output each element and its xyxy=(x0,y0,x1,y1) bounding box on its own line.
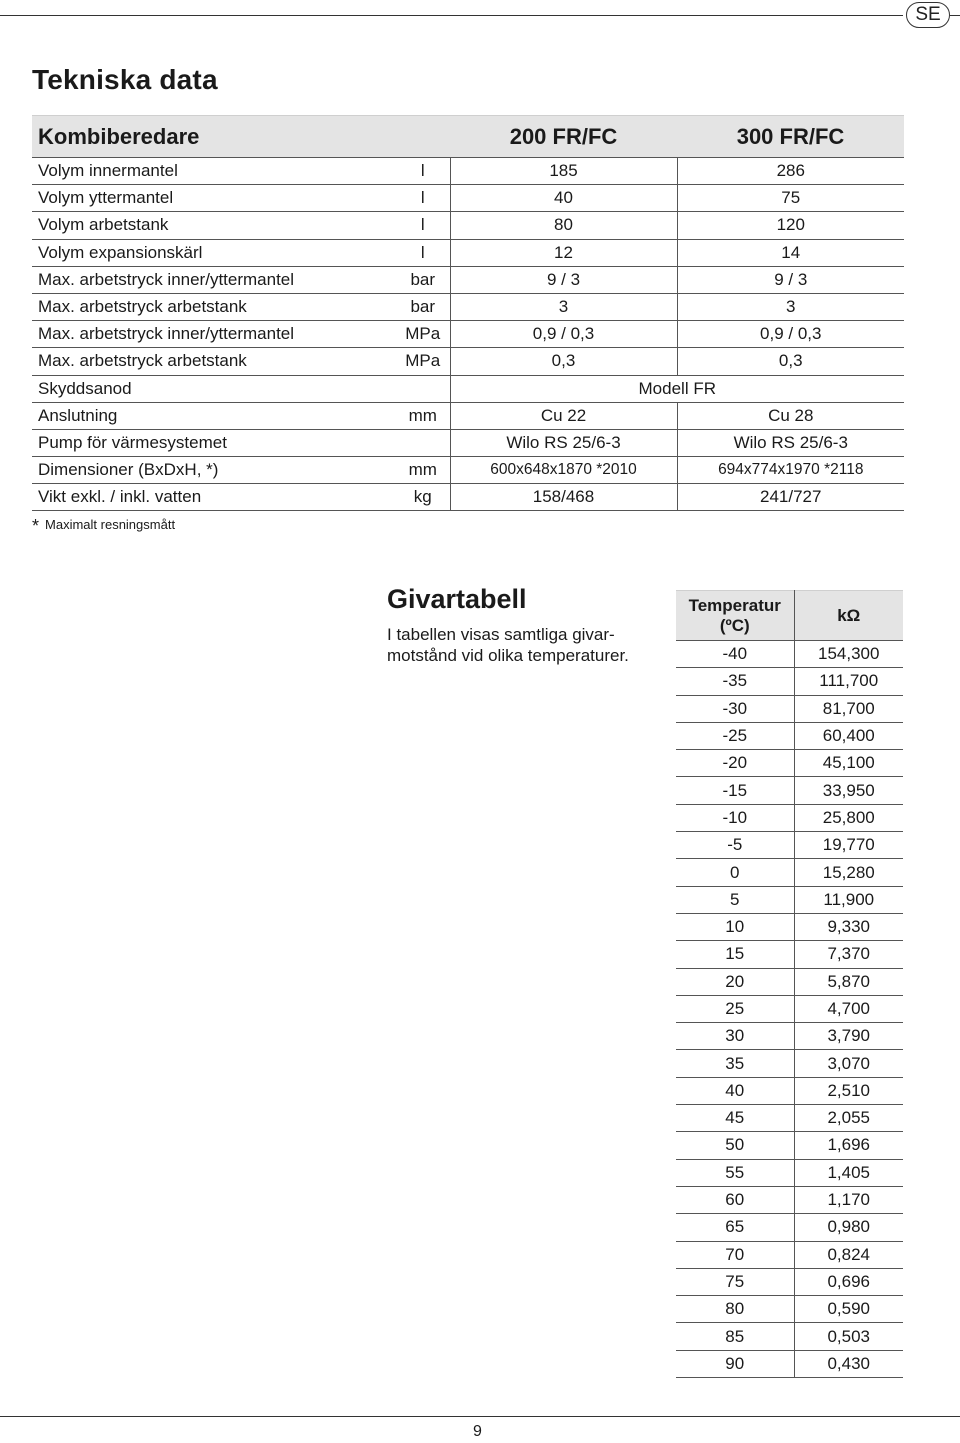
table-row xyxy=(676,1077,903,1104)
temperature-cell: -10 xyxy=(676,804,794,831)
sensor-resistance-table xyxy=(676,590,903,1378)
resistance-cell: 11,900 xyxy=(794,886,903,913)
resistance-cell: 0,430 xyxy=(794,1350,903,1377)
sensor-rows xyxy=(676,641,903,1378)
table-header-row xyxy=(32,116,904,158)
row-label: Dimensioner (BxDxH, *) xyxy=(32,457,396,484)
table-row xyxy=(676,750,903,777)
row-unit: bar xyxy=(396,266,450,293)
row-value-model-b: Cu 28 xyxy=(677,402,904,429)
resistance-cell: 3,790 xyxy=(794,1023,903,1050)
resistance-cell: 111,700 xyxy=(794,668,903,695)
resistance-cell: 7,370 xyxy=(794,941,903,968)
resistance-cell: 0,824 xyxy=(794,1241,903,1268)
temperature-cell: 65 xyxy=(676,1214,794,1241)
temperature-cell: 35 xyxy=(676,1050,794,1077)
column-header-model-a: 200 FR/FC xyxy=(450,116,677,158)
resistance-cell: 0,590 xyxy=(794,1296,903,1323)
resistance-cell: 0,696 xyxy=(794,1268,903,1295)
row-value-model-a: 158/468 xyxy=(450,484,677,511)
table-row xyxy=(676,1323,903,1350)
row-label: Volym expansionskärl xyxy=(32,239,396,266)
row-value-model-b: 14 xyxy=(677,239,904,266)
row-value-model-b: 694x774x1970 *2118 xyxy=(677,457,904,484)
section-description: I tabellen visas samtliga givar-motstånd vid olika temperaturer. xyxy=(387,625,629,665)
resistance-cell: 3,070 xyxy=(794,1050,903,1077)
row-label: Volym yttermantel xyxy=(32,185,396,212)
table-row xyxy=(32,429,904,456)
row-value-model-b: 286 xyxy=(677,158,904,185)
table-row xyxy=(676,1132,903,1159)
temperature-cell: -20 xyxy=(676,750,794,777)
resistance-cell: 4,700 xyxy=(794,995,903,1022)
row-value-model-a: Wilo RS 25/6-3 xyxy=(450,429,677,456)
row-unit: l xyxy=(396,158,450,185)
row-label: Skyddsanod xyxy=(32,375,396,402)
temperature-cell: 50 xyxy=(676,1132,794,1159)
table-row xyxy=(676,941,903,968)
row-value-model-a: 600x648x1870 *2010 xyxy=(450,457,677,484)
temperature-cell: 30 xyxy=(676,1023,794,1050)
resistance-cell: 2,055 xyxy=(794,1105,903,1132)
row-value-model-a: 12 xyxy=(450,239,677,266)
row-label: Volym innermantel xyxy=(32,158,396,185)
row-label: Volym arbetstank xyxy=(32,212,396,239)
resistance-cell: 25,800 xyxy=(794,804,903,831)
table-row xyxy=(676,832,903,859)
row-value-model-b: 120 xyxy=(677,212,904,239)
page-number: 9 xyxy=(473,1423,482,1440)
resistance-cell: 15,280 xyxy=(794,859,903,886)
row-value-model-a: 3 xyxy=(450,293,677,320)
temperature-cell: 5 xyxy=(676,886,794,913)
table-row xyxy=(676,1186,903,1213)
temperature-cell: -5 xyxy=(676,832,794,859)
table-row xyxy=(32,239,904,266)
temperature-cell: 70 xyxy=(676,1241,794,1268)
row-unit xyxy=(396,375,450,402)
row-value-model-a: 9 / 3 xyxy=(450,266,677,293)
table-row xyxy=(676,1105,903,1132)
resistance-cell: 45,100 xyxy=(794,750,903,777)
temperature-header-line1: Temperatur xyxy=(688,595,781,615)
resistance-cell: 0,980 xyxy=(794,1214,903,1241)
temperature-cell: -15 xyxy=(676,777,794,804)
row-label: Max. arbetstryck inner/yttermantel xyxy=(32,321,396,348)
table-row xyxy=(676,886,903,913)
table-row xyxy=(32,321,904,348)
row-unit: l xyxy=(396,185,450,212)
language-badge: SE xyxy=(906,2,950,28)
table-row xyxy=(676,1268,903,1295)
table-row xyxy=(32,484,904,511)
column-header-product: Kombiberedare xyxy=(32,116,396,158)
temperature-cell: 45 xyxy=(676,1105,794,1132)
row-unit: kg xyxy=(396,484,450,511)
resistance-cell: 1,696 xyxy=(794,1132,903,1159)
temperature-cell: 90 xyxy=(676,1350,794,1377)
table-row xyxy=(676,804,903,831)
footnote xyxy=(32,516,175,537)
table-row xyxy=(676,1350,903,1377)
resistance-cell: 5,870 xyxy=(794,968,903,995)
header-rule-tail xyxy=(950,15,960,16)
table-row xyxy=(32,457,904,484)
row-value-model-b: 241/727 xyxy=(677,484,904,511)
table-row xyxy=(32,375,904,402)
row-label: Pump för värmesystemet xyxy=(32,429,396,456)
footer-rule xyxy=(0,1416,960,1417)
temperature-cell: 0 xyxy=(676,859,794,886)
table-row xyxy=(32,185,904,212)
column-header-unit xyxy=(396,116,450,158)
row-value-model-b: Wilo RS 25/6-3 xyxy=(677,429,904,456)
resistance-cell: 1,405 xyxy=(794,1159,903,1186)
row-merged-value: Modell FR xyxy=(450,375,904,402)
table-row xyxy=(676,1023,903,1050)
header-rule xyxy=(0,15,903,16)
row-unit: mm xyxy=(396,457,450,484)
row-value-model-a: Cu 22 xyxy=(450,402,677,429)
temperature-cell: 10 xyxy=(676,913,794,940)
row-value-model-a: 185 xyxy=(450,158,677,185)
table-row xyxy=(676,695,903,722)
row-label: Max. arbetstryck arbetstank xyxy=(32,348,396,375)
row-value-model-a: 40 xyxy=(450,185,677,212)
row-value-model-a: 0,3 xyxy=(450,348,677,375)
table-row xyxy=(676,1214,903,1241)
row-label: Max. arbetstryck inner/yttermantel xyxy=(32,266,396,293)
resistance-cell: 0,503 xyxy=(794,1323,903,1350)
temperature-cell: 20 xyxy=(676,968,794,995)
row-unit: MPa xyxy=(396,348,450,375)
temperature-cell: 25 xyxy=(676,995,794,1022)
column-header-resistance: kΩ xyxy=(794,591,903,641)
table-row xyxy=(676,1050,903,1077)
footnote-marker: * xyxy=(32,516,40,536)
temperature-cell: 55 xyxy=(676,1159,794,1186)
table-row xyxy=(676,668,903,695)
table-row xyxy=(32,293,904,320)
table-row xyxy=(676,995,903,1022)
table-row xyxy=(32,348,904,375)
resistance-cell: 81,700 xyxy=(794,695,903,722)
row-unit: l xyxy=(396,212,450,239)
row-value-model-a: 80 xyxy=(450,212,677,239)
row-label: Anslutning xyxy=(32,402,396,429)
table-row xyxy=(676,777,903,804)
row-label: Vikt exkl. / inkl. vatten xyxy=(32,484,396,511)
row-value-model-a: 0,9 / 0,3 xyxy=(450,321,677,348)
table-row xyxy=(32,402,904,429)
technical-data-table xyxy=(32,115,904,511)
temperature-header-line2: (ºC) xyxy=(719,615,750,635)
row-unit: bar xyxy=(396,293,450,320)
footnote-text: Maximalt resningsmått xyxy=(45,517,176,532)
temperature-cell: -25 xyxy=(676,722,794,749)
table-row xyxy=(676,859,903,886)
temperature-cell: 15 xyxy=(676,941,794,968)
row-unit xyxy=(396,429,450,456)
row-value-model-b: 0,9 / 0,3 xyxy=(677,321,904,348)
row-value-model-b: 0,3 xyxy=(677,348,904,375)
temperature-cell: -35 xyxy=(676,668,794,695)
temperature-cell: -40 xyxy=(676,641,794,668)
table-row xyxy=(676,968,903,995)
temperature-cell: 75 xyxy=(676,1268,794,1295)
table-row xyxy=(32,158,904,185)
column-header-temperature xyxy=(676,591,794,641)
row-unit: l xyxy=(396,239,450,266)
table-row xyxy=(676,1159,903,1186)
table-row xyxy=(676,641,903,668)
temperature-cell: 85 xyxy=(676,1323,794,1350)
table-row xyxy=(676,1241,903,1268)
resistance-cell: 154,300 xyxy=(794,641,903,668)
section-title-givartabell: Givartabell xyxy=(387,584,527,614)
temperature-cell: 80 xyxy=(676,1296,794,1323)
column-header-model-b: 300 FR/FC xyxy=(677,116,904,158)
row-value-model-b: 9 / 3 xyxy=(677,266,904,293)
temperature-cell: 40 xyxy=(676,1077,794,1104)
temperature-cell: -30 xyxy=(676,695,794,722)
page-title: Tekniska data xyxy=(32,64,218,95)
resistance-cell: 9,330 xyxy=(794,913,903,940)
table-header-row xyxy=(676,591,903,641)
table-row xyxy=(676,722,903,749)
resistance-cell: 2,510 xyxy=(794,1077,903,1104)
row-unit: MPa xyxy=(396,321,450,348)
resistance-cell: 1,170 xyxy=(794,1186,903,1213)
table-row xyxy=(32,212,904,239)
technical-data-rows xyxy=(32,158,904,511)
table-row xyxy=(32,266,904,293)
row-value-model-b: 75 xyxy=(677,185,904,212)
table-row xyxy=(676,1296,903,1323)
resistance-cell: 33,950 xyxy=(794,777,903,804)
temperature-cell: 60 xyxy=(676,1186,794,1213)
row-value-model-b: 3 xyxy=(677,293,904,320)
row-label: Max. arbetstryck arbetstank xyxy=(32,293,396,320)
row-unit: mm xyxy=(396,402,450,429)
resistance-cell: 60,400 xyxy=(794,722,903,749)
table-row xyxy=(676,913,903,940)
resistance-cell: 19,770 xyxy=(794,832,903,859)
